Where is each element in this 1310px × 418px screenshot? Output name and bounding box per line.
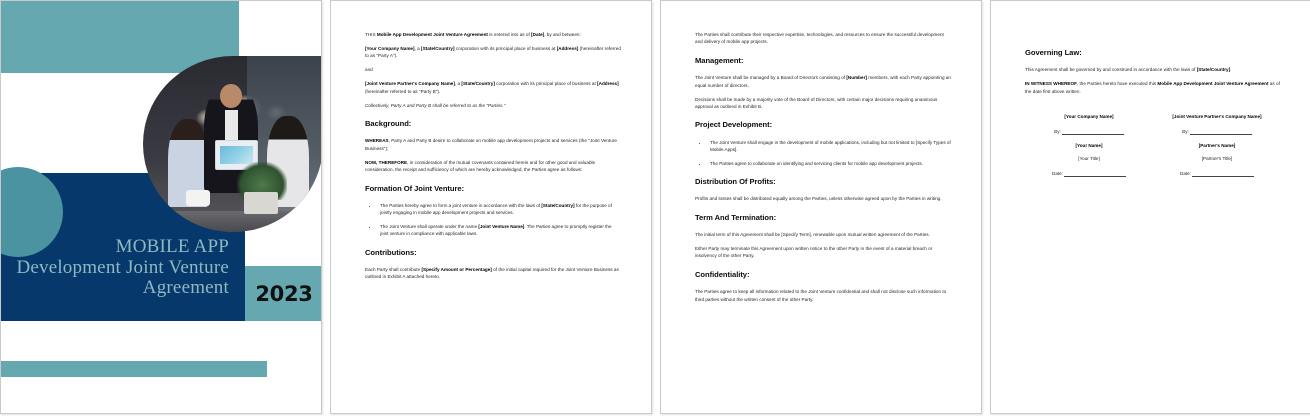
management-decisions-paragraph: Decisions shall be made by a majority vote of the Board of Directors, with certain major decisions requiring unanimous approval as outlined in Exhibit B.	[695, 96, 938, 109]
cover-year: 2023	[255, 281, 313, 306]
and-connector: and	[365, 67, 373, 73]
contributions-paragraph: Each Party shall contribute [Specify Amount or Percentage] of the initial capital required for the Joint Venture Business as outlined in Exhibit A attached hereto.	[365, 266, 619, 280]
whereas-paragraph: WHEREAS, Party A and Party B desire to collaborate on mobile app development projects and services (the "Joint Venture Business");	[365, 138, 617, 151]
cover-bottom-teal-bar	[1, 361, 267, 377]
signature-person-title: [Your Title]	[1078, 156, 1100, 162]
cover-title-line-1: MOBILE APP	[115, 236, 229, 257]
collectively-paragraph: Collectively, Party A and Party B shall be referred to as the "Parties."	[365, 102, 506, 108]
formation-bullet-list	[365, 202, 621, 238]
heading-formation-of-joint-venture: Formation Of Joint Venture:	[365, 183, 465, 193]
signature-rule[interactable]	[1062, 130, 1124, 135]
termination-paragraph: Either Party may terminate this Agreement upon written notice to the other Party in the event of a material breach or insolvency of the other Party.	[695, 246, 933, 259]
cover-title-line-2: Development Joint Venture	[16, 256, 229, 278]
intro-paragraph: THIS Mobile App Development Joint Venture Agreement is entered into as of [Date], by and between:	[365, 32, 581, 37]
page-2-body	[365, 31, 621, 287]
signature-date-line[interactable]: Date:	[1025, 170, 1153, 177]
cover-photo	[143, 56, 322, 232]
signature-person-name: [Your Name]	[1075, 142, 1103, 148]
signature-by-line[interactable]: By:	[1153, 128, 1281, 135]
governing-law-paragraph: This Agreement shall be governed by and construed in accordance with the laws of [State/Country].	[1025, 67, 1232, 73]
signature-company-name: [Joint Venture Partner's Company Name]	[1172, 114, 1262, 120]
cover-title-line-3: Agreement	[142, 277, 229, 299]
signature-company-name: [Your Company Name]	[1064, 114, 1114, 120]
photo-desk	[143, 211, 322, 232]
project-development-bullet-list	[695, 139, 951, 167]
list-item: • The Joint Venture shall engage in the development of mobile applications, including but not limited to [Specify Types of Mobile Apps].	[708, 139, 951, 154]
signature-column-party-a	[1025, 113, 1153, 184]
heading-distribution-of-profits: Distribution Of Profits:	[695, 177, 776, 187]
list-item: • The Joint Venture shall operate under the name [Joint Venture Name]. The Parties agree to promptly register the joint venture in compliance with applicable laws.	[378, 223, 621, 238]
in-witness-whereof-paragraph: IN WITNESS WHEREOF, the Parties hereto have executed this Mobile App Development Joint Venture Agreement as of the date first above written.	[1025, 81, 1280, 94]
document-page-1-cover[interactable]	[0, 0, 322, 414]
page-3-body	[695, 31, 951, 310]
heading-term-and-termination: Term And Termination:	[695, 212, 777, 222]
heading-contributions: Contributions:	[365, 247, 417, 257]
heading-governing-law: Governing Law:	[1025, 48, 1082, 57]
cover-title	[9, 237, 237, 299]
term-paragraph: The initial term of this Agreement shall be [Specify Term], renewable upon mutual written agreement of the Parties.	[695, 232, 930, 238]
party-a-paragraph: [Your Company Name], a [State/Country] corporation with its principal place of business at [Address] (hereinafter referred to as "Party A").	[365, 45, 621, 59]
signature-column-party-b	[1153, 113, 1281, 184]
signature-by-line[interactable]: By:	[1025, 128, 1153, 135]
heading-management: Management:	[695, 55, 744, 65]
signature-rule[interactable]	[1190, 130, 1252, 135]
heading-confidentiality: Confidentiality:	[695, 269, 750, 279]
heading-background: Background:	[365, 119, 412, 129]
management-board-paragraph: The Joint Venture shall be managed by a Board of Directors consisting of [Number] members, with each Party appointing an equal number of directors.	[695, 75, 951, 88]
document-page-3[interactable]	[660, 0, 982, 414]
date-rule[interactable]	[1064, 172, 1126, 177]
signature-person-name: [Partner's Name]	[1198, 142, 1236, 148]
list-item: • The Parties hereby agree to form a joint venture in accordance with the laws of [State/Country] for the purpose of jointly engaging in mobile app development projects and services.	[378, 202, 621, 217]
date-rule[interactable]	[1192, 172, 1254, 177]
document-page-2[interactable]	[330, 0, 652, 414]
signature-date-line[interactable]: Date:	[1153, 170, 1281, 177]
party-b-paragraph: [Joint Venture Partner's Company Name], a [State/Country] corporation with its principal place of business at [Address] (hereinafter referred to as "Party B").	[365, 81, 619, 94]
now-therefore-paragraph: NOW, THEREFORE, in consideration of the mutual covenants contained herein and for other good and valuable consideration, the receipt and sufficiency of which are hereby acknowledged, the Parties agree as follows:	[365, 159, 596, 173]
heading-project-development: Project Development:	[695, 120, 773, 130]
list-item: • The Parties agree to collaborate on identifying and servicing clients for mobile app development projects.	[708, 160, 951, 167]
photo-plant-pot	[244, 192, 278, 215]
signature-block	[1025, 113, 1281, 184]
page-4-body	[1025, 43, 1281, 184]
signature-person-title: [Partner's Title]	[1201, 156, 1233, 162]
expertise-paragraph: The Parties shall contribute their respective expertise, technologies, and resources to ensure the successful development and delivery of mobile app projects.	[695, 32, 944, 45]
confidentiality-paragraph: The Parties agree to keep all information related to the Joint Venture confidential and shall not disclose such information to third parties without the written consent of the other Party.	[695, 289, 947, 302]
photo-coffee-cup	[186, 190, 209, 206]
profits-paragraph: Profits and losses shall be distributed equally among the Parties, unless otherwise agreed upon by the Parties in writing.	[695, 196, 942, 202]
document-page-4[interactable]	[990, 0, 1310, 414]
